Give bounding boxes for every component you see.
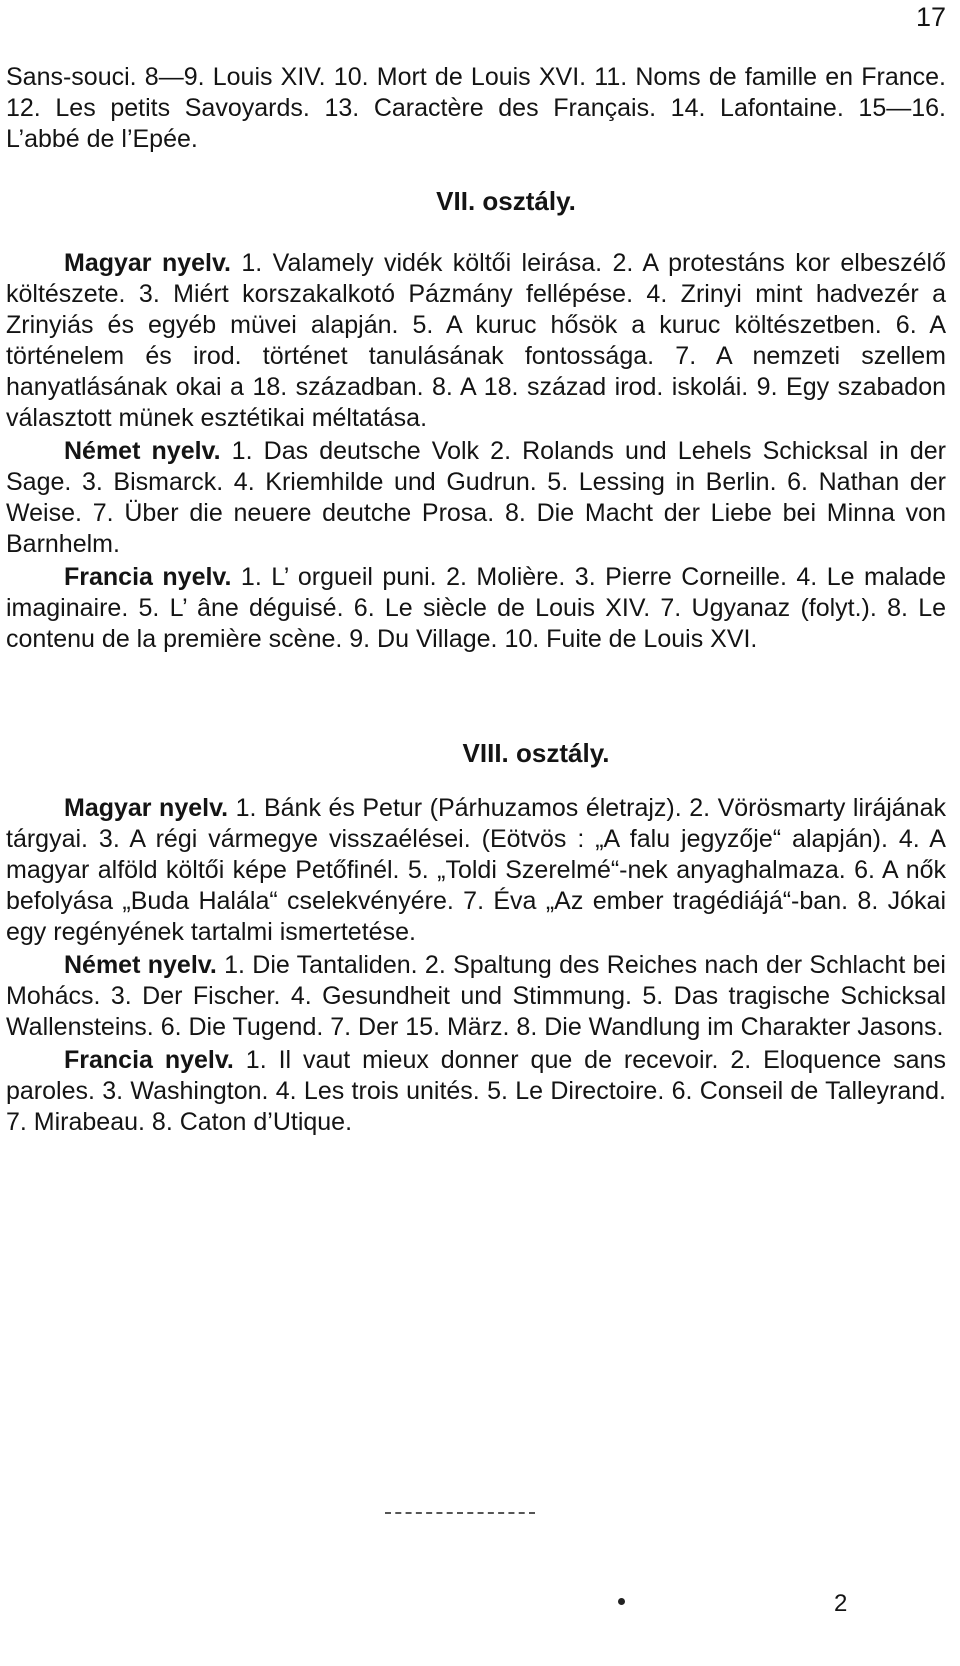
magyar-paragraph-viii [6,793,946,948]
francia-paragraph-viii [6,1045,946,1138]
nemet-topics: 1. Das deutsche Volk 2. Rolands und Lehels Schicksal in der Sage. 3. Bismarck. 4. Kriemhilde und Gudrun. 5. Lessing in Berlin. 6. Nathan der Weise. 7. Über die neuere deutche Prosa. 8. Die Macht der Liebe bei Minna von Barnhelm. [6,437,946,558]
subject-label-nemet: Német nyelv. [64,437,221,465]
section-viii-body [6,793,946,1140]
page-number: 17 [915,2,946,32]
magyar-paragraph-vii [6,248,946,434]
section-end-rule [385,1512,535,1514]
francia-topics: 1. L’ orgueil puni. 2. Molière. 3. Pierre Corneille. 4. Le malade imaginaire. 5. L’ âne déguisé. 6. Le siècle de Louis XIV. 7. Ugyanaz (folyt.). 8. Le contenu de la première scène. 9. Du Village. 10. Fuite de Louis XVI. [6,563,946,653]
section-heading-vii: VII. osztály. [436,186,576,216]
magyar-topics: 1. Valamely vidék költői leirása. 2. A protestáns kor elbeszélő költészete. 3. Miért korszakalkotó Pázmány fellépése. 4. Zrinyi mint hadvezér a Zrinyiás és egyéb müvei alapján. 5. A kuruc hősök a kuruc költészetben. 6. A történelem és irod. történet tanulásának fontossága. 7. A nemzeti szellem hanyatlásának okai a 18. században. 8. A 18. század irod. iskolái. 9. Egy szabadon választott münek esztétikai méltatása. [6,249,946,432]
nemet-topics: 1. Die Tantaliden. 2. Spaltung des Reiches nach der Schlacht bei Mohács. 3. Der Fischer. 4. Gesundheit und Stimmung. 5. Das tragische Schicksal Wallensteins. 6. Die Tugend. 7. Der 15. März. 8. Die Wandlung im Charakter Jasons. [6,951,946,1041]
printer-mark-dot [618,1598,625,1605]
intro-paragraph: Sans-souci. 8—9. Louis XIV. 10. Mort de Louis XVI. 11. Noms de famille en France. 12. Les petits Savoyards. 13. Caractère des Français. 14. Lafontaine. 15—16. L’abbé de l’Epée. [6,63,946,153]
magyar-topics: 1. Bánk és Petur (Párhuzamos életrajz). 2. Vörösmarty lirájának tárgyai. 3. A régi vármegye visszaélései. (Eötvös : „A falu jegyzője“ alapján). 4. A magyar alföld költői képe Petőfinél. 5. „Toldi Szerelmé“-nek anyaghalmaza. 6. A nők befolyása „Buda Halála“ cselekvényére. 7. Éva „Az ember tragédiájá“-ban. 8. Jókai egy regényének tartalmi ismertetése. [6,794,946,946]
section-heading-viii: VIII. osztály. [462,738,610,768]
nemet-paragraph-vii [6,436,946,560]
signature-mark: 2 [834,1590,848,1617]
section-vii-body [6,248,946,657]
subject-label-magyar: Magyar nyelv. [64,794,229,822]
subject-label-magyar: Magyar nyelv. [64,249,231,277]
subject-label-francia: Francia nyelv. [64,563,232,591]
subject-label-francia: Francia nyelv. [64,1046,234,1074]
subject-label-nemet: Német nyelv. [64,951,217,979]
nemet-paragraph-viii [6,950,946,1043]
francia-paragraph-vii [6,562,946,655]
francia-topics: 1. Il vaut mieux donner que de recevoir. 2. Eloquence sans paroles. 3. Washington. 4. Les trois unités. 5. Le Directoire. 6. Conseil de Talleyrand. 7. Mirabeau. 8. Caton d’Utique. [6,1046,946,1136]
